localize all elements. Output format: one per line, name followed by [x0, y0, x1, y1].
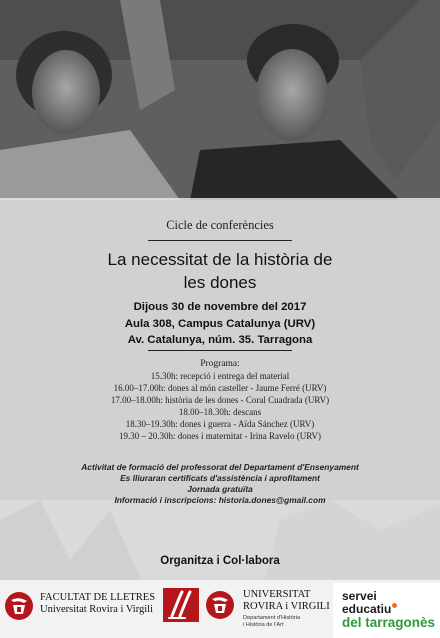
urv-name-text: [243, 589, 330, 612]
orange-dot-icon: [392, 603, 397, 608]
certificate-note: Es lliuraran certificats d'assistència i aprofitament: [120, 473, 320, 483]
event-notes: [0, 462, 440, 506]
organizers-heading: Organitza i Col·labora: [160, 555, 280, 567]
letters-logo-icon: [163, 588, 199, 622]
logo4-line3: del tarragonès: [342, 615, 436, 630]
servei-educatiu-logo: [333, 583, 440, 638]
program-heading: Programa:: [200, 359, 240, 369]
top-divider: [148, 240, 292, 241]
event-address: Av. Catalunya, núm. 35. Tarragona: [127, 334, 313, 346]
training-note: Activitat de formació del professorat del Departament d'Ensenyament: [81, 462, 359, 472]
logo3-line2: ROVIRA i VIRGILI: [243, 600, 330, 612]
program-item: 17.00–18.00h: història de les dones - Coral Cuadrada (URV): [110, 395, 330, 405]
bottom-divider: [148, 350, 292, 351]
event-room: Aula 308, Campus Catalunya (URV): [124, 317, 316, 330]
cycle-label: Cicle de conferències: [166, 218, 274, 232]
logo3-sub1: Departament d'Història: [243, 615, 301, 621]
logo3-sub2: i Història de l'Art: [243, 622, 284, 628]
program-item: 16.00–17.00h: dones al món casteller - Jaume Ferré (URV): [113, 383, 327, 393]
program-item: 18.00–18.30h: descans: [178, 407, 262, 417]
program-item: 15.30h: recepció i entrega del material: [150, 371, 290, 381]
logo1-line2: Universitat Rovira i Virgili: [40, 604, 154, 615]
history-dept-text: [243, 615, 300, 629]
title-line-1: La necessitat de la història de: [107, 250, 333, 269]
logo4-line1: servei: [342, 589, 377, 603]
facultat-lletres-text: [40, 592, 155, 616]
logo1-line1: FACULTAT DE LLETRES: [40, 592, 156, 603]
free-note: Jornada gratuïta: [187, 484, 253, 494]
program-list: [0, 358, 440, 442]
event-details: [0, 299, 440, 349]
urv-logo-icon: [4, 591, 34, 621]
program-item: 19.30 – 20.30h: dones i maternitat - Irina Ravelo (URV): [119, 431, 321, 441]
event-date: Dijous 30 de novembre del 2017: [133, 301, 307, 313]
event-title: [0, 248, 440, 294]
title-line-2: les dones: [183, 273, 257, 292]
servei-educatiu-text: [342, 590, 435, 629]
urv-history-dept-logo: [205, 588, 330, 634]
contact-note: Informació i inscripcions: historia.dones@gmail.com: [114, 495, 326, 505]
logo4-line2: educatiu: [342, 602, 392, 616]
urv-logo-icon: [205, 590, 235, 620]
program-item: 18.30–19.30h: dones i guerra - Aïda Sánchez (URV): [125, 419, 315, 429]
logo3-line1: UNIVERSITAT: [243, 589, 311, 600]
facultat-lletres-logo: [4, 589, 164, 623]
